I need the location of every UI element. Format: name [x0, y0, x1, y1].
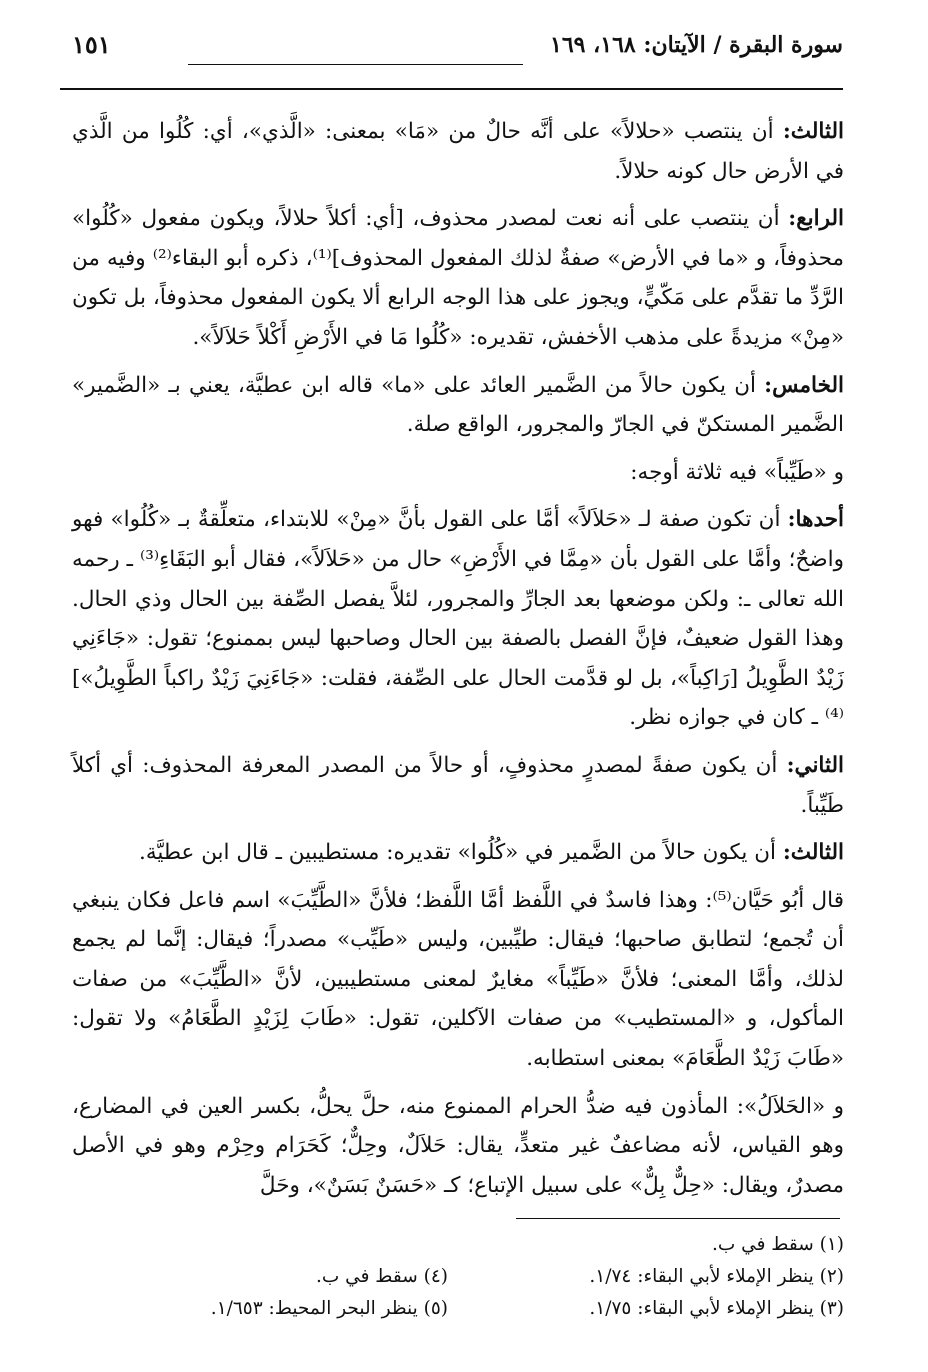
paragraph-text: أن يكون حالاً من الضَّمير في «كُلُوا» تقديره: مستطيبين ـ قال ابن عطيَّة.: [139, 840, 783, 866]
paragraph-lead: الثاني:: [786, 752, 844, 778]
paragraph-text: و «الحَلاَلُ»: المأذون فيه ضدُّ الحرام الممنوع منه، حلَّ يحلُّ، بكسر العين في المضارع، وهو القياس، لأنه مضاعفٌ غير متعدٍّ، يقال: حَلاَلٌ، وحِلٌّ؛ كَحَرَام وحِرْم وهو في الأصل مصدرٌ، ويقال: «حِلٌّ بِلٌّ» على سبيل الإتباع؛ كـ «حَسَنٌ بَسَنٌ»، وحَلَّ: [72, 1093, 844, 1198]
paragraph-lead: الخامس:: [764, 372, 844, 398]
paragraph-fourth: [72, 199, 844, 357]
footnote-text: سقط في ب.: [711, 1234, 814, 1255]
paragraph-third-aspect: [72, 833, 844, 873]
paragraph-second-aspect: [72, 746, 844, 825]
footnote-separator: [516, 1218, 840, 1219]
running-title: سورة البقرة / الآيتان: ١٦٨، ١٦٩: [550, 32, 843, 58]
paragraph-text: قال أبُو حَيَّان⁽⁵⁾: وهذا فاسدٌ في اللَّفظ أمَّا اللَّفظ؛ فلأنَّ «الطَّيِّبَ» اسم فاعل فكان ينبغي أن تُجمع؛ لتطابق صاحبها؛ فيقال: طيِّبين، وليس «طَيِّب» مصدراً؛ فيقال: إنَّما لم يجمع لذلك، وأمَّا المعنى؛ فلأنَّ «طَيِّباً» مغايرٌ لمعنى مستطيبين، لأنَّ «الطَّيِّبَ» من صفات المأكول، و «المستطيب» من صفات الآكلين، تقول: «طَابَ لِزَيْدٍ الطَّعَامُ» ولا تقول: «طَابَ زَيْدٌ الطَّعَامَ» بمعنى استطابه.: [72, 887, 844, 1072]
page-header: [60, 24, 843, 80]
paragraph-third-halal: [72, 112, 844, 191]
paragraph-abu-hayyan: [72, 881, 844, 1079]
footnote-3: [589, 1292, 844, 1326]
paragraph-tayyiban-intro: [72, 453, 844, 493]
paragraph-first-aspect: [72, 500, 844, 738]
footnote-text: ينظر الإملاء لأبي البقاء: ١/٧٥.: [589, 1298, 814, 1319]
paragraph-lead: الرابع:: [788, 206, 844, 232]
footnote-text: ينظر الإملاء لأبي البقاء: ١/٧٤.: [589, 1266, 814, 1287]
footnote-marker: (١): [819, 1234, 844, 1255]
footnote-1: [712, 1228, 844, 1262]
paragraph-text: أن تكون صفة لـ «حَلاَلاً» أمَّا على القول بأنَّ «مِنْ» للابتداء، متعلِّقةٌ بـ «كُلُوا» فهو واضحٌ؛ وأمَّا على القول بأن «مِمَّا في الأَرْضِ» حال من «حَلاَلاً»، فقال أبو البَقَاءِ⁽³⁾ ـ رحمه الله تعالى ـ: ولكن موضعها بعد الجارِّ والمجرور، لئلاَّ يفصل الصِّفة بين الحال وذي الحال. وهذا القول ضعيفٌ، فإنَّ الفصل بالصفة بين الحال وصاحبها ليس بممنوع؛ تقول: «جَاءَنِي زَيْدٌ الطَّوِيلُ [رَاكِباً»، بل لو قدَّمت الحال على الصِّفة، فقلت: «جَاءَنِيَ زَيْدٌ راكباً الطَّوِيلُ»]⁽⁴⁾ ـ كان في جوازه نظر.: [72, 507, 844, 731]
header-underline: [60, 88, 843, 90]
footnote-5: [211, 1292, 448, 1326]
footnotes: [140, 1228, 844, 1348]
paragraph-text: أن يكون حالاً من الضَّمير العائد على «ما» قاله ابن عطيَّة، يعني بـ «الضَّمير» الضَّمير المستكنّ في الجارّ والمجرور، الواقع صلة.: [72, 372, 844, 438]
header-rule: [188, 64, 523, 65]
footnote-text: ينظر البحر المحيط: ١/٦٥٣.: [210, 1298, 418, 1319]
paragraph-text: و «طَيِّباً» فيه ثلاثة أوجه:: [630, 459, 844, 485]
paragraph-text: أن يكون صفةً لمصدرٍ محذوفٍ، أو حالاً من المصدر المعرفة المحذوف: أي أكلاً طَيِّباً.: [72, 752, 844, 818]
paragraph-text: أن ينتصب «حلالاً» على أنَّه حالٌ من «مَا» بمعنى: «الَّذي»، أي: كُلُوا من الَّذي في الأرض حال كونه حلالاً.: [72, 119, 844, 184]
footnote-marker: (٣): [819, 1298, 844, 1319]
footnote-marker: (٢): [819, 1266, 844, 1287]
paragraph-text: أن ينتصب على أنه نعت لمصدر محذوف، [أي: أكلاً حلالاً، ويكون مفعول «كُلُوا» محذوفاً، و «ما في الأرض» صفةٌ لذلك المفعول المحذوف]⁽¹⁾، ذكره أبو البقاء⁽²⁾ وفيه من الرَّدِّ ما تقدَّم على مَكّيٍّ، ويجوز على هذا الوجه الرابع ألا يكون المفعول محذوفاً، بل تكون «مِنْ» مزيدةً على مذهب الأخفش، تقديره: «كُلُوا مَا في الأَرْضِ أَكْلاً حَلاَلاً».: [72, 206, 844, 350]
paragraph-lead: أحدها:: [787, 507, 844, 533]
paragraph-halal-definition: [72, 1087, 844, 1206]
paragraph-fifth: [72, 366, 844, 445]
page-number: ١٥١: [72, 30, 111, 59]
footnote-4: [316, 1260, 448, 1294]
paragraph-lead: الثالث:: [782, 119, 844, 144]
footnote-marker: (٤): [423, 1266, 448, 1287]
paragraph-lead: الثالث:: [782, 840, 844, 866]
footnote-2: [589, 1260, 844, 1294]
main-text: [72, 112, 844, 1213]
footnote-text: سقط في ب.: [315, 1266, 418, 1287]
footnote-marker: (٥): [423, 1298, 448, 1319]
